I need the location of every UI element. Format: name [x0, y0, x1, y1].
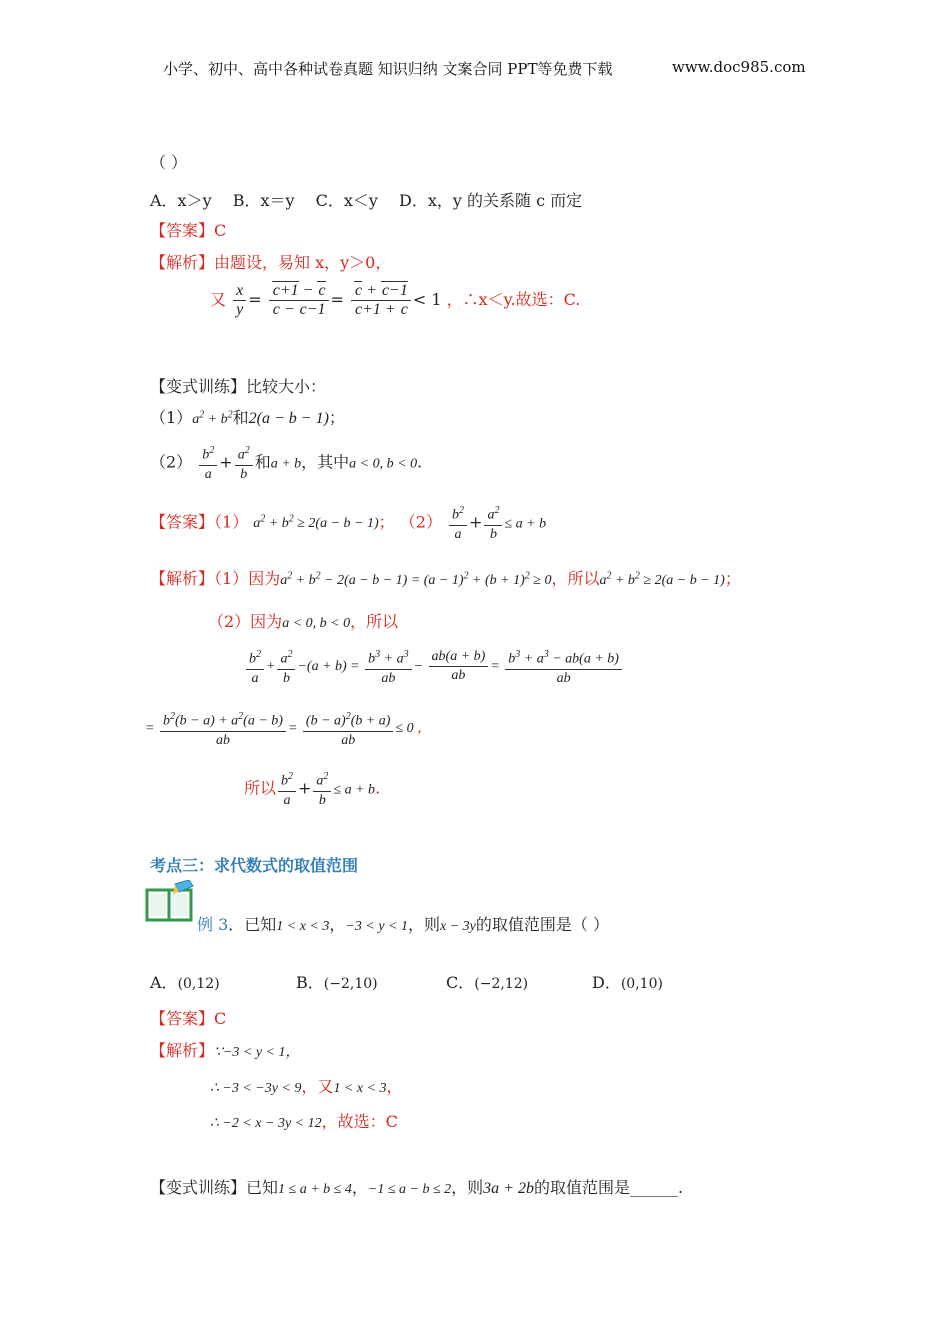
variant-item-1: $(1)a^2 + b^2$和2(a − b − 1)； — [150, 408, 345, 427]
header-text: 小学、初中、高中各种试卷真题 知识归纳 文案合同 PPT等免费下载 — [163, 60, 613, 78]
option-b: B．x＝y — [232, 191, 295, 210]
book-icon — [145, 880, 197, 924]
answer-parentheses: （ ） — [150, 153, 188, 172]
option-a: A．x＞y — [150, 191, 212, 210]
example-analysis-3: ∴ −2 < x − 3y < 12，故选：C — [210, 1112, 398, 1131]
derivation-line-2: = $\frac{b^2(b - a) + a^2(a - b)}{ab}$ = $\frac{(b - a)^2(b + a)}{ab}$ ≤ 0 ， — [145, 708, 431, 750]
answer-line — [150, 218, 226, 241]
analysis-line-1 — [150, 250, 391, 273]
analysis-text: 由题设，易知 x，y＞0， — [214, 253, 392, 272]
variant-heading — [150, 374, 326, 397]
answer-value: C — [214, 221, 227, 240]
option-c: C．x＜y — [315, 191, 378, 210]
example-option-c: C．(−2,12) — [446, 973, 529, 992]
analysis-label: 【解析】 — [150, 253, 215, 272]
analysis-formula: 又 $\frac{x}{y}$ = $\frac{c+1 - c}{c - c-1}$ = $\frac{c + c-1}{c+1 + c}$ < 1 ，∴x＜y.故选：C. — [210, 282, 581, 318]
derivation-line-1: $\frac{b^2}{a}$ + $\frac{a^2}{b}$ −(a + b) = $\frac{b^3 + a^3}{ab}$ − $\frac{ab(a + b)}{ab}$ = $\frac{b^3 + a^3 - ab(a + b)}{ab}$ — [244, 646, 624, 688]
example-option-b: B．(−2,10) — [296, 973, 378, 992]
derivation-conclusion: 所以 $\frac{b^2}{a}$ + $\frac{a^2}{b}$ ≤ a + b. — [244, 768, 380, 810]
answer-label: 【答案】 — [150, 221, 215, 240]
example-answer: 【答案】C — [150, 1009, 227, 1028]
variant-analysis-2: （2）因为a < 0, b < 0，所以 — [208, 612, 399, 631]
variant-text: 比较大小： — [246, 377, 327, 396]
header-url: www.doc985.com — [672, 58, 806, 76]
variant-analysis-1: 【解析】（1）因为$a^2 + b^2 - 2(a - b - 1) = (a - 1)^2 + (b + 1)^2 \ge 0$，所以$a^2 + b^2 \ge 2(a - b - 1)$； — [150, 569, 741, 588]
variant2-line: 【变式训练】已知1 ≤ a + b ≤ 4，−1 ≤ a − b ≤ 2，则3a + 2b的取值范围是______. — [150, 1178, 684, 1197]
example-option-a: A．(0,12) — [150, 973, 220, 992]
variant-label: 【变式训练】 — [150, 377, 247, 396]
example-analysis-2: ∴ −3 < −3y < 9，又1 < x < 3， — [210, 1077, 403, 1096]
variant-item-2: （2） $\frac{b^2}{a}$ + $\frac{a^2}{b}$ 和a + b，其中a < 0, b < 0. — [150, 442, 422, 484]
option-d: D．x，y 的关系随 c 而定 — [399, 191, 583, 210]
analysis-prefix: 又 — [210, 290, 227, 309]
variant-answer: 【答案】（1） $a^2 + b^2 \ge 2(a - b - 1)$； （2） $\frac{b^2}{a}$ + $\frac{a^2}{b}$ ≤ a + b — [150, 502, 546, 544]
example-analysis-1: 【解析】∵−3 < y < 1， — [150, 1041, 300, 1060]
example-option-d: D．(0,10) — [592, 973, 663, 992]
analysis-conclusion: ，∴x＜y.故选：C. — [446, 290, 581, 309]
section-title: 考点三：求代数式的取值范围 — [150, 856, 359, 875]
example-3: 例 3．已知1 < x < 3，−3 < y < 1，则x − 3y的取值范围是（ ） — [197, 915, 609, 934]
options-row — [150, 188, 582, 211]
